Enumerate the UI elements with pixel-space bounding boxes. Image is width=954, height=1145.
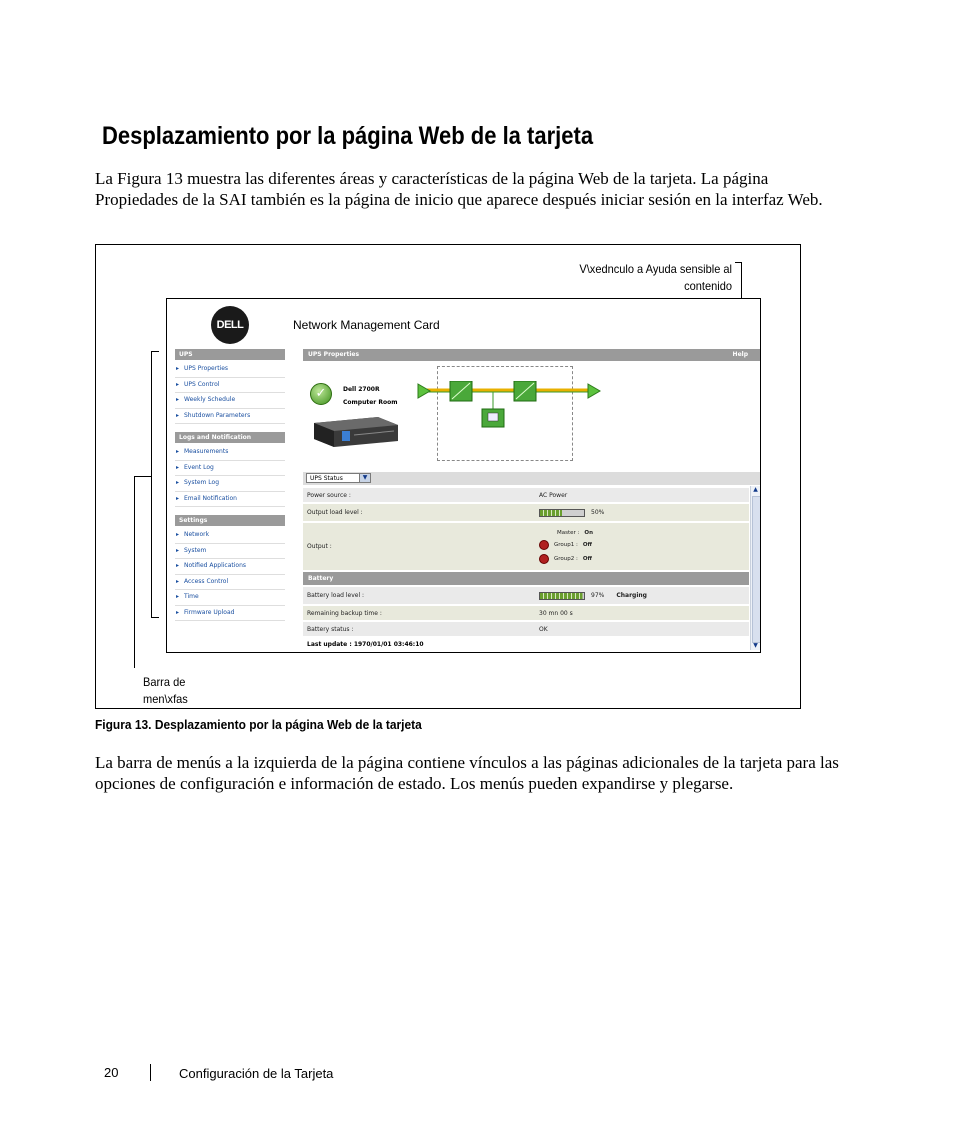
- group2-line: [539, 554, 592, 564]
- menu-header-logs: Logs and Notification: [175, 432, 285, 443]
- output-load-value: 50%: [591, 509, 605, 516]
- callout-menu-line1: Barra de: [143, 675, 186, 689]
- row-battery-status: [303, 622, 749, 637]
- scroll-thumb[interactable]: [752, 496, 761, 643]
- group2-led-icon: [539, 554, 549, 564]
- menu-item-time[interactable]: ▸ Time: [175, 590, 285, 606]
- menu-item-weekly-schedule[interactable]: ▸ Weekly Schedule: [175, 393, 285, 409]
- master-label: Master :: [557, 529, 580, 536]
- menu-item-event-log[interactable]: ▸ Event Log: [175, 461, 285, 477]
- row-backup-time: [303, 606, 749, 621]
- battery-header: Battery: [303, 572, 749, 585]
- web-page-screenshot: [166, 298, 761, 653]
- master-value: On: [584, 529, 593, 536]
- battery-status-label: Battery status :: [307, 626, 354, 633]
- synoptic-diagram: [416, 381, 602, 431]
- page-number: 20: [104, 1065, 119, 1080]
- group2-value: Off: [582, 555, 592, 562]
- output-load-bar: [539, 509, 585, 517]
- group1-label: Group1 :: [554, 541, 578, 548]
- row-output-load: [303, 504, 749, 522]
- menu-item-network[interactable]: ▸ Network: [175, 528, 285, 544]
- menu-item-access-control[interactable]: ▸ Access Control: [175, 575, 285, 591]
- battery-status-value: OK: [539, 625, 548, 633]
- ups-device-image: [312, 413, 400, 449]
- menu-item-ups-control[interactable]: ▸ UPS Control: [175, 378, 285, 394]
- menu-callout-line: [134, 476, 135, 668]
- figure-caption: Figura 13. Desplazamiento por la página Web de la tarjeta: [95, 717, 422, 732]
- app-title: Network Management Card: [293, 318, 440, 332]
- callout-help-line1: V\xednculo a Ayuda sensible al: [579, 262, 732, 276]
- intro-paragraph: La Figura 13 muestra las diferentes áreas y características de la página Web de la tarjeta. La página Propiedades de la SAI también es la página de inicio que aparece después iniciar sesión en la interfaz Web.: [95, 169, 823, 209]
- help-link[interactable]: Help: [732, 351, 748, 358]
- dell-logo: DELL: [211, 306, 249, 344]
- battery-state: Charging: [616, 592, 647, 599]
- output-load-label: Output load level :: [307, 509, 363, 516]
- menu-bracket-tick: [134, 476, 152, 477]
- status-select[interactable]: [306, 473, 371, 483]
- backup-time-value: 30 mn 00 s: [539, 609, 573, 617]
- battery-load-value: 97%: [591, 592, 605, 599]
- battery-load-label: Battery load level :: [307, 592, 365, 599]
- footer-divider: [150, 1064, 151, 1081]
- menu-header-ups: UPS: [175, 349, 285, 360]
- device-location: Computer Room: [343, 399, 398, 406]
- callout-help-tick: [735, 262, 742, 263]
- menu-item-system-log[interactable]: ▸ System Log: [175, 476, 285, 492]
- callout-menu: [143, 674, 188, 708]
- power-source-label: Power source :: [307, 492, 351, 499]
- output-label: Output :: [307, 543, 332, 550]
- chevron-down-icon[interactable]: ▼: [359, 474, 370, 482]
- closing-paragraph: La barra de menús a la izquierda de la página contiene vínculos a las páginas adicionales de la tarjeta para las opciones de configuración e información de estado. Los menús pueden expandirse y plegarse.: [95, 753, 839, 793]
- row-power-source: [303, 488, 749, 503]
- menu-item-shutdown-parameters[interactable]: ▸ Shutdown Parameters: [175, 409, 285, 425]
- callout-help: [537, 261, 732, 295]
- master-line: [539, 530, 593, 536]
- output-groups: [535, 523, 749, 570]
- group1-led-icon: [539, 540, 549, 550]
- battery-load-cell: [535, 587, 749, 604]
- status-ok-icon: ✓: [310, 383, 332, 405]
- menu-bracket: [151, 351, 159, 618]
- vertical-scrollbar[interactable]: [750, 486, 760, 650]
- menu-item-measurements[interactable]: ▸ Measurements: [175, 445, 285, 461]
- output-load-cell: [535, 504, 749, 521]
- group1-line: [539, 540, 592, 550]
- callout-menu-line2: men\xfas: [143, 692, 188, 706]
- group2-label: Group2 :: [554, 555, 578, 562]
- menu-item-notified-applications[interactable]: ▸ Notified Applications: [175, 559, 285, 575]
- status-select-value: UPS Status: [310, 475, 343, 482]
- footer-section: Configuración de la Tarjeta: [179, 1066, 334, 1081]
- menu-section-settings: [175, 515, 285, 621]
- device-name: Dell 2700R: [343, 386, 380, 393]
- page-heading: Desplazamiento por la página Web de la tarjeta: [102, 122, 594, 150]
- panel-title: UPS Properties: [308, 351, 360, 358]
- menu-section-ups: [175, 349, 285, 424]
- row-battery-load: [303, 587, 749, 605]
- backup-time-label: Remaining backup time :: [307, 610, 382, 617]
- menu-header-settings: Settings: [175, 515, 285, 526]
- menu-section-logs: [175, 432, 285, 507]
- panel-title-bar: [303, 349, 760, 361]
- callout-help-line2: contenido: [684, 279, 732, 293]
- menu-item-firmware-upload[interactable]: ▸ Firmware Upload: [175, 606, 285, 622]
- row-output: [303, 523, 749, 571]
- group1-value: Off: [582, 541, 592, 548]
- menu-item-email-notification[interactable]: ▸ Email Notification: [175, 492, 285, 508]
- status-select-bar: [303, 472, 760, 485]
- menu-item-system[interactable]: ▸ System: [175, 544, 285, 560]
- power-source-value: AC Power: [539, 491, 568, 499]
- last-update: Last update : 1970/01/01 03:46:10: [307, 641, 424, 648]
- scroll-down-icon[interactable]: ▼: [753, 642, 758, 649]
- menu-item-ups-properties[interactable]: ▸ UPS Properties: [175, 362, 285, 378]
- scroll-up-icon[interactable]: ▲: [753, 486, 758, 493]
- battery-load-bar: [539, 592, 585, 600]
